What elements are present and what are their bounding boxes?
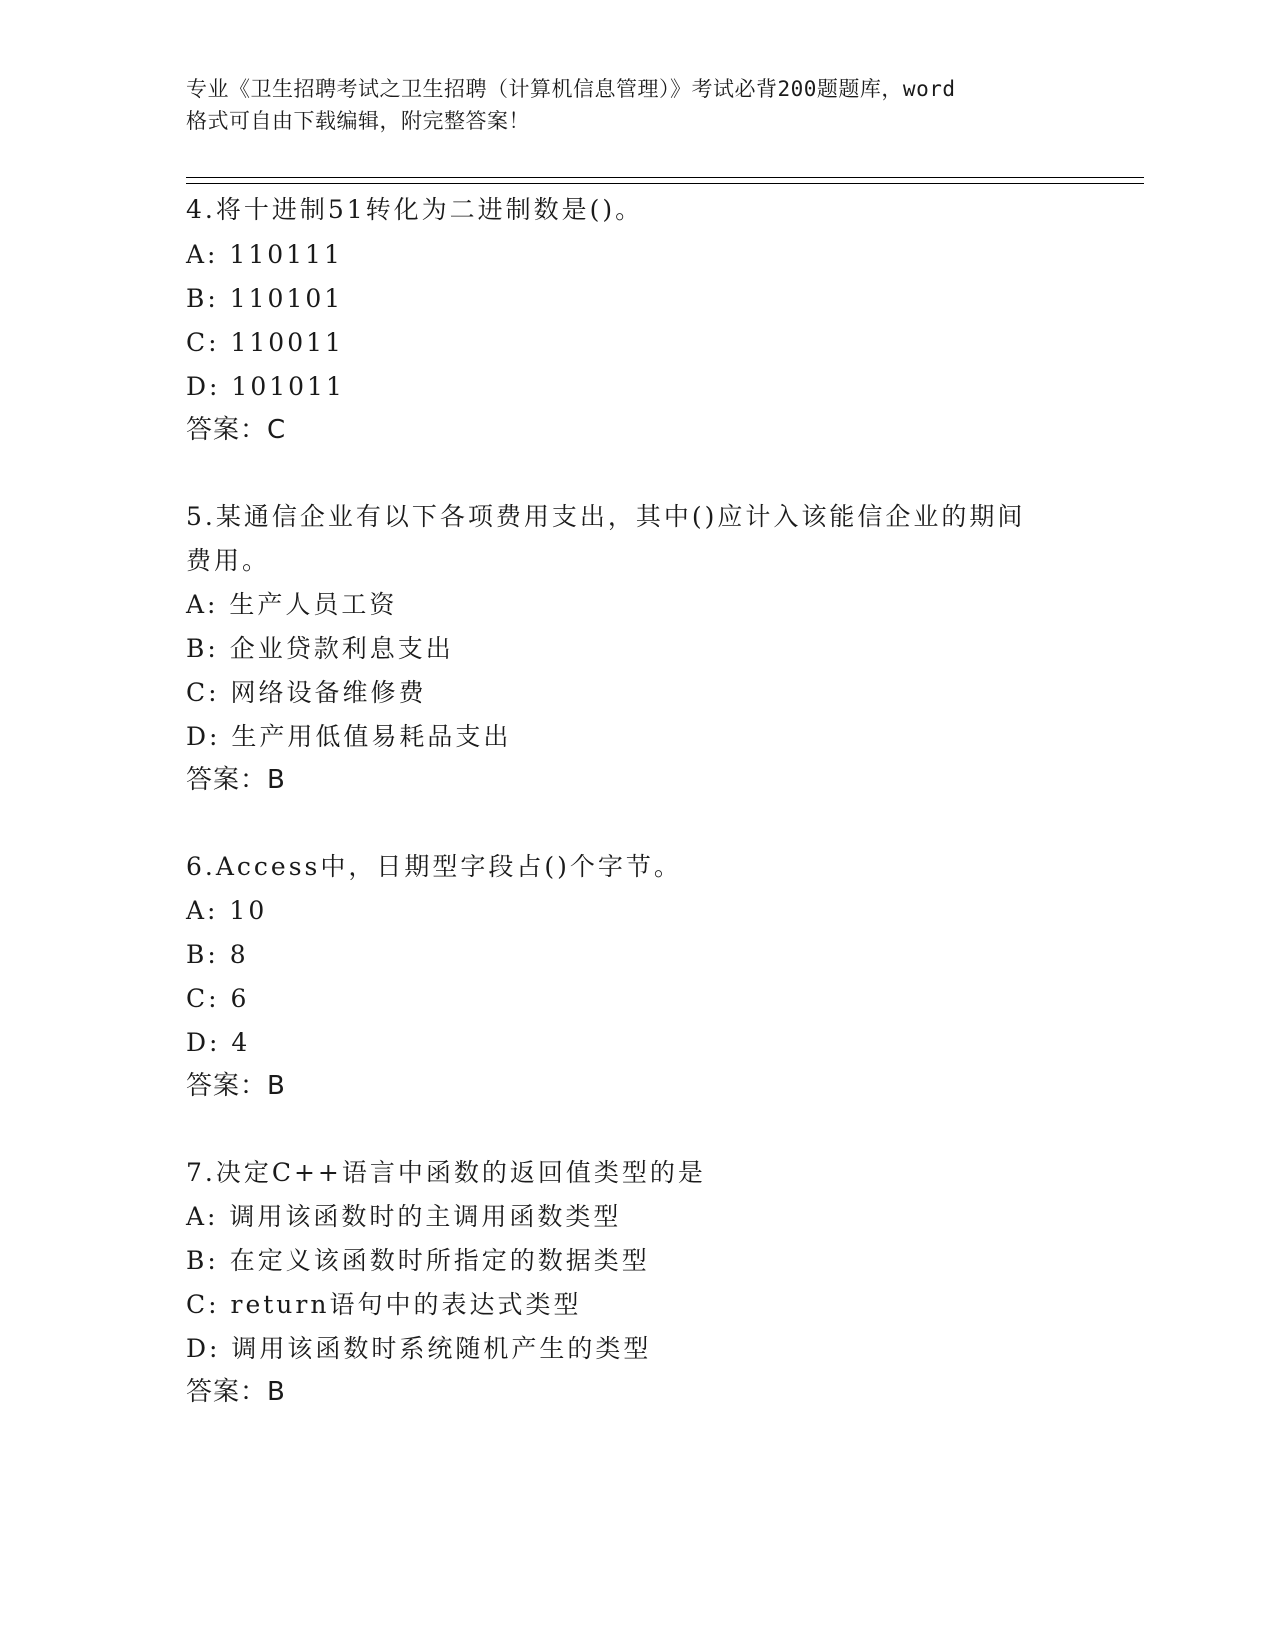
header-line-1: 专业《卫生招聘考试之卫生招聘（计算机信息管理）》考试必背200题题库，word <box>186 77 956 101</box>
option-b: B: 在定义该函数时所指定的数据类型 <box>186 1246 650 1275</box>
answer: 答案：B <box>186 1377 286 1407</box>
question-stem: 4.将十进制51转化为二进制数是()。 <box>186 195 644 224</box>
header-line-2: 格式可自由下载编辑，附完整答案！ <box>186 109 530 133</box>
option-a: A: 110111 <box>186 240 343 269</box>
question-stem: 6.Access中，日期型字段占()个字节。 <box>186 852 682 881</box>
option-a: A: 调用该函数时的主调用函数类型 <box>186 1202 622 1231</box>
option-a: A: 生产人员工资 <box>186 590 398 619</box>
question-stem: 7.决定C++语言中函数的返回值类型的是 <box>186 1158 706 1187</box>
option-b: B: 8 <box>186 940 249 969</box>
option-d: D: 调用该函数时系统随机产生的类型 <box>186 1334 652 1363</box>
option-d: D: 生产用低值易耗品支出 <box>186 722 512 751</box>
option-a: A: 10 <box>186 896 268 925</box>
header-divider-bottom <box>186 183 1144 184</box>
answer: 答案：B <box>186 765 286 795</box>
option-b: B: 110101 <box>186 284 344 313</box>
answer: 答案：C <box>186 415 287 445</box>
header-divider-top <box>186 177 1144 178</box>
option-d: D: 4 <box>186 1028 251 1057</box>
document-header <box>186 73 1086 137</box>
option-c: C: 网络设备维修费 <box>186 678 427 707</box>
question-stem-line-1: 5.某通信企业有以下各项费用支出，其中()应计入该能信企业的期间 <box>186 502 1026 531</box>
option-d: D: 101011 <box>186 372 345 401</box>
option-c: C: 6 <box>186 984 250 1013</box>
question-stem-line-2: 费用。 <box>186 546 271 575</box>
option-c: C: return语句中的表达式类型 <box>186 1290 582 1319</box>
option-c: C: 110011 <box>186 328 344 357</box>
answer: 答案：B <box>186 1071 286 1101</box>
option-b: B: 企业贷款利息支出 <box>186 634 454 663</box>
